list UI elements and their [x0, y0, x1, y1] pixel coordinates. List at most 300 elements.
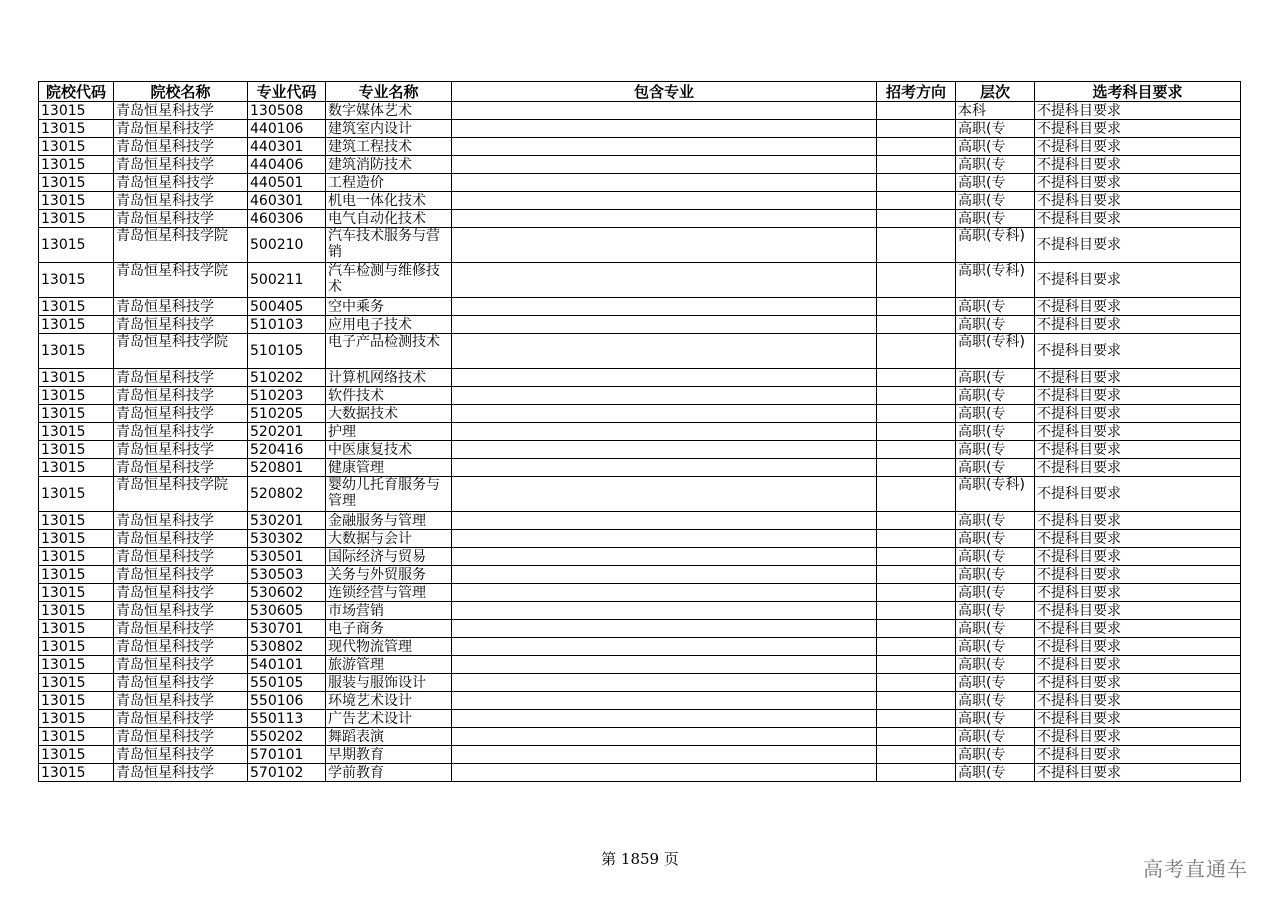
table-row — [39, 174, 1241, 192]
cell-subject-requirement: 不提科目要求 — [1035, 423, 1241, 441]
cell-major-name: 服装与服饰设计 — [326, 674, 452, 692]
cell-included-majors — [452, 387, 877, 405]
cell-school-code: 13015 — [39, 656, 114, 674]
cell-school-code: 13015 — [39, 174, 114, 192]
cell-direction — [877, 405, 956, 423]
cell-level: 本科 — [956, 102, 1035, 120]
cell-direction — [877, 316, 956, 334]
cell-major-name: 建筑工程技术 — [326, 138, 452, 156]
cell-school-code: 13015 — [39, 441, 114, 459]
cell-major-name: 建筑消防技术 — [326, 156, 452, 174]
cell-major-name: 大数据与会计 — [326, 530, 452, 548]
table-row — [39, 120, 1241, 138]
cell-level: 高职(专 — [956, 423, 1035, 441]
cell-school-name: 青岛恒星科技学 — [114, 710, 248, 728]
cell-major-code: 440406 — [248, 156, 326, 174]
cell-level: 高职(专 — [956, 120, 1035, 138]
cell-major-name: 舞蹈表演 — [326, 728, 452, 746]
cell-school-name: 青岛恒星科技学院 — [114, 228, 248, 263]
cell-level: 高职(专 — [956, 602, 1035, 620]
cell-included-majors — [452, 156, 877, 174]
cell-major-name: 空中乘务 — [326, 298, 452, 316]
cell-school-name: 青岛恒星科技学 — [114, 405, 248, 423]
cell-included-majors — [452, 120, 877, 138]
cell-level: 高职(专 — [956, 192, 1035, 210]
cell-major-code: 530201 — [248, 512, 326, 530]
cell-level: 高职(专 — [956, 174, 1035, 192]
cell-included-majors — [452, 746, 877, 764]
cell-school-name: 青岛恒星科技学 — [114, 387, 248, 405]
cell-subject-requirement: 不提科目要求 — [1035, 566, 1241, 584]
cell-level: 高职(专 — [956, 692, 1035, 710]
cell-direction — [877, 584, 956, 602]
cell-subject-requirement: 不提科目要求 — [1035, 369, 1241, 387]
watermark: 高考直通车 — [1143, 857, 1248, 881]
cell-direction — [877, 174, 956, 192]
cell-subject-requirement: 不提科目要求 — [1035, 263, 1241, 298]
cell-major-name: 中医康复技术 — [326, 441, 452, 459]
cell-included-majors — [452, 102, 877, 120]
cell-school-code: 13015 — [39, 405, 114, 423]
cell-school-name: 青岛恒星科技学院 — [114, 334, 248, 369]
cell-direction — [877, 298, 956, 316]
cell-school-name: 青岛恒星科技学 — [114, 602, 248, 620]
cell-school-name: 青岛恒星科技学 — [114, 102, 248, 120]
table-row — [39, 441, 1241, 459]
cell-level: 高职(专 — [956, 156, 1035, 174]
cell-direction — [877, 548, 956, 566]
cell-school-code: 13015 — [39, 728, 114, 746]
cell-major-name: 软件技术 — [326, 387, 452, 405]
cell-subject-requirement: 不提科目要求 — [1035, 102, 1241, 120]
cell-school-code: 13015 — [39, 298, 114, 316]
cell-major-name: 婴幼儿托育服务与管理 — [326, 477, 452, 512]
cell-school-code: 13015 — [39, 602, 114, 620]
cell-school-name: 青岛恒星科技学 — [114, 548, 248, 566]
cell-major-code: 540101 — [248, 656, 326, 674]
table-row — [39, 477, 1241, 512]
cell-major-code: 130508 — [248, 102, 326, 120]
cell-major-code: 520802 — [248, 477, 326, 512]
cell-included-majors — [452, 228, 877, 263]
cell-major-name: 现代物流管理 — [326, 638, 452, 656]
cell-direction — [877, 334, 956, 369]
cell-school-code: 13015 — [39, 138, 114, 156]
table-row — [39, 192, 1241, 210]
cell-major-name: 健康管理 — [326, 459, 452, 477]
cell-major-name: 数字媒体艺术 — [326, 102, 452, 120]
cell-school-name: 青岛恒星科技学 — [114, 674, 248, 692]
cell-school-name: 青岛恒星科技学院 — [114, 477, 248, 512]
cell-major-code: 570101 — [248, 746, 326, 764]
cell-major-code: 510203 — [248, 387, 326, 405]
table-row — [39, 548, 1241, 566]
cell-school-name: 青岛恒星科技学 — [114, 138, 248, 156]
cell-direction — [877, 120, 956, 138]
cell-included-majors — [452, 334, 877, 369]
cell-major-name: 连锁经营与管理 — [326, 584, 452, 602]
cell-subject-requirement: 不提科目要求 — [1035, 728, 1241, 746]
cell-direction — [877, 674, 956, 692]
cell-subject-requirement: 不提科目要求 — [1035, 512, 1241, 530]
cell-major-name: 电子产品检测技术 — [326, 334, 452, 369]
table-row — [39, 656, 1241, 674]
cell-direction — [877, 620, 956, 638]
cell-school-code: 13015 — [39, 316, 114, 334]
cell-major-code: 530701 — [248, 620, 326, 638]
cell-school-name: 青岛恒星科技学 — [114, 620, 248, 638]
cell-major-code: 510205 — [248, 405, 326, 423]
cell-included-majors — [452, 638, 877, 656]
admissions-table — [38, 81, 1241, 782]
header-subject-requirement: 选考科目要求 — [1035, 82, 1241, 102]
cell-school-code: 13015 — [39, 620, 114, 638]
cell-level: 高职(专 — [956, 387, 1035, 405]
cell-level: 高职(专 — [956, 441, 1035, 459]
cell-major-code: 440501 — [248, 174, 326, 192]
cell-level: 高职(专 — [956, 710, 1035, 728]
cell-school-name: 青岛恒星科技学 — [114, 584, 248, 602]
cell-school-code: 13015 — [39, 566, 114, 584]
cell-school-code: 13015 — [39, 387, 114, 405]
table-row — [39, 298, 1241, 316]
cell-included-majors — [452, 210, 877, 228]
cell-direction — [877, 638, 956, 656]
cell-direction — [877, 369, 956, 387]
admissions-table-container — [38, 81, 1240, 782]
cell-direction — [877, 441, 956, 459]
cell-school-code: 13015 — [39, 584, 114, 602]
header-direction: 招考方向 — [877, 82, 956, 102]
cell-school-name: 青岛恒星科技学 — [114, 512, 248, 530]
cell-major-code: 500210 — [248, 228, 326, 263]
cell-major-code: 520416 — [248, 441, 326, 459]
cell-school-code: 13015 — [39, 692, 114, 710]
cell-subject-requirement: 不提科目要求 — [1035, 459, 1241, 477]
cell-subject-requirement: 不提科目要求 — [1035, 477, 1241, 512]
cell-direction — [877, 102, 956, 120]
cell-school-name: 青岛恒星科技学 — [114, 369, 248, 387]
cell-subject-requirement: 不提科目要求 — [1035, 387, 1241, 405]
cell-level: 高职(专 — [956, 746, 1035, 764]
cell-direction — [877, 423, 956, 441]
cell-subject-requirement: 不提科目要求 — [1035, 530, 1241, 548]
cell-subject-requirement: 不提科目要求 — [1035, 405, 1241, 423]
table-row — [39, 674, 1241, 692]
cell-school-code: 13015 — [39, 192, 114, 210]
cell-subject-requirement: 不提科目要求 — [1035, 548, 1241, 566]
cell-included-majors — [452, 298, 877, 316]
cell-level: 高职(专 — [956, 210, 1035, 228]
cell-included-majors — [452, 584, 877, 602]
cell-included-majors — [452, 405, 877, 423]
cell-major-code: 440301 — [248, 138, 326, 156]
cell-subject-requirement: 不提科目要求 — [1035, 638, 1241, 656]
cell-major-code: 550105 — [248, 674, 326, 692]
cell-level: 高职(专 — [956, 674, 1035, 692]
cell-major-name: 电气自动化技术 — [326, 210, 452, 228]
page-number: 第 1859 页 — [601, 850, 679, 868]
cell-level: 高职(专 — [956, 138, 1035, 156]
cell-subject-requirement: 不提科目要求 — [1035, 210, 1241, 228]
cell-major-code: 500211 — [248, 263, 326, 298]
cell-level: 高职(专 — [956, 620, 1035, 638]
cell-level: 高职(专科) — [956, 228, 1035, 263]
cell-level: 高职(专科) — [956, 334, 1035, 369]
cell-subject-requirement: 不提科目要求 — [1035, 156, 1241, 174]
cell-school-name: 青岛恒星科技学 — [114, 746, 248, 764]
cell-included-majors — [452, 530, 877, 548]
cell-subject-requirement: 不提科目要求 — [1035, 192, 1241, 210]
cell-direction — [877, 263, 956, 298]
table-row — [39, 710, 1241, 728]
cell-subject-requirement: 不提科目要求 — [1035, 138, 1241, 156]
header-school-name: 院校名称 — [114, 82, 248, 102]
cell-major-name: 环境艺术设计 — [326, 692, 452, 710]
cell-subject-requirement: 不提科目要求 — [1035, 174, 1241, 192]
cell-included-majors — [452, 620, 877, 638]
table-header-row — [39, 82, 1241, 102]
table-row — [39, 692, 1241, 710]
cell-included-majors — [452, 566, 877, 584]
cell-school-code: 13015 — [39, 548, 114, 566]
cell-school-code: 13015 — [39, 512, 114, 530]
cell-school-name: 青岛恒星科技学 — [114, 692, 248, 710]
cell-major-code: 530302 — [248, 530, 326, 548]
cell-major-name: 旅游管理 — [326, 656, 452, 674]
table-row — [39, 746, 1241, 764]
cell-level: 高职(专 — [956, 405, 1035, 423]
table-row — [39, 566, 1241, 584]
cell-major-code: 530605 — [248, 602, 326, 620]
cell-major-code: 510103 — [248, 316, 326, 334]
cell-school-code: 13015 — [39, 120, 114, 138]
cell-level: 高职(专 — [956, 584, 1035, 602]
header-level: 层次 — [956, 82, 1035, 102]
table-row — [39, 620, 1241, 638]
cell-major-code: 570102 — [248, 764, 326, 782]
cell-direction — [877, 459, 956, 477]
cell-included-majors — [452, 369, 877, 387]
cell-major-code: 550106 — [248, 692, 326, 710]
cell-direction — [877, 228, 956, 263]
table-row — [39, 263, 1241, 298]
cell-school-code: 13015 — [39, 102, 114, 120]
cell-major-name: 汽车检测与维修技术 — [326, 263, 452, 298]
cell-major-code: 530602 — [248, 584, 326, 602]
cell-school-code: 13015 — [39, 674, 114, 692]
cell-subject-requirement: 不提科目要求 — [1035, 228, 1241, 263]
cell-school-code: 13015 — [39, 423, 114, 441]
cell-major-code: 530503 — [248, 566, 326, 584]
table-row — [39, 156, 1241, 174]
cell-subject-requirement: 不提科目要求 — [1035, 692, 1241, 710]
cell-major-name: 建筑室内设计 — [326, 120, 452, 138]
cell-major-name: 应用电子技术 — [326, 316, 452, 334]
table-row — [39, 584, 1241, 602]
table-row — [39, 530, 1241, 548]
table-row — [39, 512, 1241, 530]
table-row — [39, 638, 1241, 656]
cell-school-name: 青岛恒星科技学院 — [114, 263, 248, 298]
cell-school-name: 青岛恒星科技学 — [114, 120, 248, 138]
table-row — [39, 728, 1241, 746]
cell-level: 高职(专 — [956, 298, 1035, 316]
cell-school-name: 青岛恒星科技学 — [114, 298, 248, 316]
cell-level: 高职(专 — [956, 548, 1035, 566]
cell-school-code: 13015 — [39, 459, 114, 477]
cell-direction — [877, 156, 956, 174]
cell-major-code: 530802 — [248, 638, 326, 656]
cell-subject-requirement: 不提科目要求 — [1035, 764, 1241, 782]
cell-school-code: 13015 — [39, 746, 114, 764]
header-included-majors: 包含专业 — [452, 82, 877, 102]
cell-direction — [877, 530, 956, 548]
table-row — [39, 602, 1241, 620]
cell-school-code: 13015 — [39, 156, 114, 174]
cell-included-majors — [452, 548, 877, 566]
cell-direction — [877, 210, 956, 228]
cell-included-majors — [452, 710, 877, 728]
cell-school-code: 13015 — [39, 228, 114, 263]
cell-included-majors — [452, 512, 877, 530]
table-row — [39, 334, 1241, 369]
cell-subject-requirement: 不提科目要求 — [1035, 674, 1241, 692]
cell-major-code: 520801 — [248, 459, 326, 477]
cell-major-name: 大数据技术 — [326, 405, 452, 423]
cell-direction — [877, 138, 956, 156]
cell-school-code: 13015 — [39, 764, 114, 782]
cell-level: 高职(专科) — [956, 263, 1035, 298]
cell-direction — [877, 656, 956, 674]
cell-school-name: 青岛恒星科技学 — [114, 728, 248, 746]
cell-direction — [877, 477, 956, 512]
cell-direction — [877, 387, 956, 405]
cell-included-majors — [452, 674, 877, 692]
cell-included-majors — [452, 692, 877, 710]
cell-school-name: 青岛恒星科技学 — [114, 192, 248, 210]
cell-subject-requirement: 不提科目要求 — [1035, 602, 1241, 620]
cell-major-name: 机电一体化技术 — [326, 192, 452, 210]
cell-direction — [877, 764, 956, 782]
cell-major-name: 汽车技术服务与营销 — [326, 228, 452, 263]
cell-school-name: 青岛恒星科技学 — [114, 441, 248, 459]
cell-subject-requirement: 不提科目要求 — [1035, 120, 1241, 138]
cell-included-majors — [452, 459, 877, 477]
cell-school-name: 青岛恒星科技学 — [114, 459, 248, 477]
cell-school-name: 青岛恒星科技学 — [114, 174, 248, 192]
header-school-code: 院校代码 — [39, 82, 114, 102]
cell-included-majors — [452, 728, 877, 746]
cell-major-code: 530501 — [248, 548, 326, 566]
cell-subject-requirement: 不提科目要求 — [1035, 298, 1241, 316]
cell-school-code: 13015 — [39, 210, 114, 228]
cell-included-majors — [452, 174, 877, 192]
cell-direction — [877, 512, 956, 530]
cell-major-code: 460306 — [248, 210, 326, 228]
cell-level: 高职(专 — [956, 369, 1035, 387]
cell-school-name: 青岛恒星科技学 — [114, 656, 248, 674]
cell-major-code: 440106 — [248, 120, 326, 138]
cell-direction — [877, 602, 956, 620]
table-row — [39, 210, 1241, 228]
cell-major-code: 550202 — [248, 728, 326, 746]
cell-major-name: 学前教育 — [326, 764, 452, 782]
cell-included-majors — [452, 316, 877, 334]
cell-major-name: 护理 — [326, 423, 452, 441]
table-row — [39, 405, 1241, 423]
cell-subject-requirement: 不提科目要求 — [1035, 746, 1241, 764]
cell-included-majors — [452, 138, 877, 156]
cell-direction — [877, 692, 956, 710]
cell-level: 高职(专 — [956, 512, 1035, 530]
cell-major-name: 关务与外贸服务 — [326, 566, 452, 584]
cell-school-code: 13015 — [39, 530, 114, 548]
table-row — [39, 138, 1241, 156]
cell-major-name: 计算机网络技术 — [326, 369, 452, 387]
cell-subject-requirement: 不提科目要求 — [1035, 584, 1241, 602]
cell-major-code: 460301 — [248, 192, 326, 210]
table-row — [39, 423, 1241, 441]
cell-major-name: 金融服务与管理 — [326, 512, 452, 530]
cell-included-majors — [452, 441, 877, 459]
cell-level: 高职(专 — [956, 638, 1035, 656]
cell-school-code: 13015 — [39, 477, 114, 512]
cell-major-code: 500405 — [248, 298, 326, 316]
cell-direction — [877, 566, 956, 584]
cell-major-name: 工程造价 — [326, 174, 452, 192]
table-row — [39, 459, 1241, 477]
cell-school-name: 青岛恒星科技学 — [114, 210, 248, 228]
table-row — [39, 316, 1241, 334]
header-major-name: 专业名称 — [326, 82, 452, 102]
cell-school-name: 青岛恒星科技学 — [114, 423, 248, 441]
cell-level: 高职(专 — [956, 530, 1035, 548]
cell-subject-requirement: 不提科目要求 — [1035, 334, 1241, 369]
table-row — [39, 102, 1241, 120]
cell-level: 高职(专 — [956, 656, 1035, 674]
cell-subject-requirement: 不提科目要求 — [1035, 620, 1241, 638]
cell-school-name: 青岛恒星科技学 — [114, 764, 248, 782]
cell-included-majors — [452, 764, 877, 782]
cell-major-code: 510105 — [248, 334, 326, 369]
table-row — [39, 228, 1241, 263]
cell-level: 高职(专科) — [956, 477, 1035, 512]
table-body — [39, 102, 1241, 782]
table-row — [39, 369, 1241, 387]
cell-level: 高职(专 — [956, 459, 1035, 477]
cell-subject-requirement: 不提科目要求 — [1035, 656, 1241, 674]
cell-school-code: 13015 — [39, 369, 114, 387]
cell-major-name: 市场营销 — [326, 602, 452, 620]
cell-major-name: 国际经济与贸易 — [326, 548, 452, 566]
cell-direction — [877, 728, 956, 746]
cell-major-code: 510202 — [248, 369, 326, 387]
cell-subject-requirement: 不提科目要求 — [1035, 316, 1241, 334]
cell-school-code: 13015 — [39, 710, 114, 728]
cell-included-majors — [452, 423, 877, 441]
cell-direction — [877, 746, 956, 764]
cell-major-code: 550113 — [248, 710, 326, 728]
cell-school-code: 13015 — [39, 638, 114, 656]
cell-school-name: 青岛恒星科技学 — [114, 566, 248, 584]
cell-school-name: 青岛恒星科技学 — [114, 156, 248, 174]
cell-direction — [877, 710, 956, 728]
cell-school-name: 青岛恒星科技学 — [114, 530, 248, 548]
cell-school-name: 青岛恒星科技学 — [114, 316, 248, 334]
table-row — [39, 387, 1241, 405]
cell-major-name: 电子商务 — [326, 620, 452, 638]
